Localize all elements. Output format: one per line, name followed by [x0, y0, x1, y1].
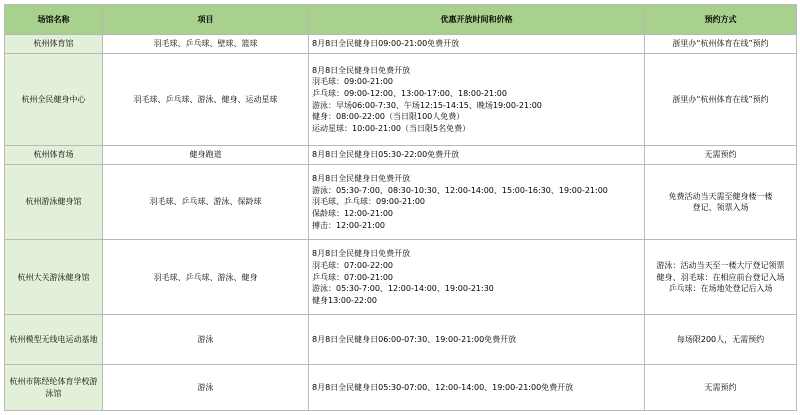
- venue-name-cell: 杭州全民健身中心: [5, 54, 103, 145]
- project-cell: 羽毛球、乒乓球、游泳、保龄球: [103, 165, 309, 240]
- project-cell: 健身跑道: [103, 145, 309, 164]
- booking-line: 每场限200人，无需预约: [676, 335, 765, 345]
- booking-cell: [645, 365, 797, 411]
- offer-cell: [309, 54, 645, 145]
- offer-line: 游泳：早场06:00-7:30、午场12:15-14:15、晚场19:00-21:00: [312, 100, 542, 110]
- booking-line: 浙里办“杭州体育在线”预约: [672, 94, 769, 104]
- offer-line: 8月8日全民健身日05:30-22:00免费开放: [312, 150, 460, 160]
- table-row: [5, 145, 797, 164]
- table-row: [5, 165, 797, 240]
- offer-line: 健身13:00-22:00: [312, 295, 377, 305]
- offer-line: 8月8日全民健身日06:00-07:30、19:00-21:00免费开放: [312, 335, 517, 345]
- offer-line: 羽毛球：09:00-21:00: [312, 77, 393, 87]
- table-row: [5, 240, 797, 315]
- booking-line: 游泳：活动当天至一楼大厅登记领票: [656, 260, 785, 270]
- venue-name-cell: 杭州体育场: [5, 145, 103, 164]
- offer-line: 8月8日全民健身日免费开放: [312, 249, 411, 259]
- table-row: [5, 315, 797, 365]
- project-cell: 羽毛球、乒乓球、游泳、健身、运动星球: [103, 54, 309, 145]
- offer-line: 游泳：05:30-7:00、08:30-10:30、12:00-14:00、15:00-16:30、19:00-21:00: [312, 185, 608, 195]
- offer-line: 8月8日全民健身日免费开放: [312, 65, 411, 75]
- offer-line: 羽毛球、乒乓球：09:00-21:00: [312, 197, 425, 207]
- venue-name-cell: 杭州体育馆: [5, 35, 103, 54]
- booking-line: 免费活动当天需至健身楼一楼: [668, 191, 773, 201]
- table-row: [5, 54, 797, 145]
- booking-cell: [645, 165, 797, 240]
- offer-line: 健身：08:00-22:00（当日限100人免费）: [312, 112, 465, 122]
- booking-cell: [645, 315, 797, 365]
- offer-line: 羽毛球：07:00-22:00: [312, 260, 393, 270]
- venue-table-container: [4, 4, 796, 411]
- offer-cell: [309, 365, 645, 411]
- booking-line: 健身、羽毛球：在相应前台登记入场: [656, 272, 785, 282]
- offer-line: 8月8日全民健身日免费开放: [312, 174, 411, 184]
- project-cell: 羽毛球、乒乓球、游泳、健身: [103, 240, 309, 315]
- table-row: [5, 365, 797, 411]
- booking-cell: [645, 54, 797, 145]
- offer-cell: [309, 315, 645, 365]
- offer-cell: [309, 165, 645, 240]
- offer-cell: [309, 35, 645, 54]
- project-cell: 游泳: [103, 315, 309, 365]
- venue-name-cell: 杭州模型无线电运动基地: [5, 315, 103, 365]
- offer-cell: [309, 240, 645, 315]
- offer-line: 8月8日全民健身日05:30-07:00、12:00-14:00、19:00-21:00免费开放: [312, 382, 574, 392]
- offer-cell: [309, 145, 645, 164]
- header-row: [5, 5, 797, 35]
- venue-name-cell: 杭州游泳健身馆: [5, 165, 103, 240]
- booking-line: 无需预约: [704, 150, 737, 160]
- venue-offer-table: [4, 4, 797, 411]
- offer-line: 运动星球：10:00-21:00（当日限5名免费）: [312, 123, 471, 133]
- offer-line: 搏击：12:00-21:00: [312, 220, 385, 230]
- header-project: 项目: [103, 5, 309, 35]
- table-row: [5, 35, 797, 54]
- offer-line: 8月8日全民健身日09:00-21:00免费开放: [312, 39, 460, 49]
- booking-line: 无需预约: [704, 382, 737, 392]
- venue-name-cell: 杭州大关游泳健身馆: [5, 240, 103, 315]
- header-offer: 优惠开放时间和价格: [309, 5, 645, 35]
- project-cell: 游泳: [103, 365, 309, 411]
- booking-line: 乒乓球：在场地处登记后入场: [668, 284, 773, 294]
- booking-cell: [645, 240, 797, 315]
- header-venue: 场馆名称: [5, 5, 103, 35]
- offer-line: 乒乓球：09:00-12:00、13:00-17:00、18:00-21:00: [312, 88, 507, 98]
- booking-line: 登记、领票入场: [692, 203, 749, 213]
- venue-name-cell: 杭州市陈经纶体育学校游泳馆: [5, 365, 103, 411]
- offer-line: 保龄球：12:00-21:00: [312, 208, 393, 218]
- booking-line: 浙里办“杭州体育在线”预约: [672, 39, 769, 49]
- booking-cell: [645, 145, 797, 164]
- project-cell: 羽毛球、乒乓球、壁球、篮球: [103, 35, 309, 54]
- header-booking: 预约方式: [645, 5, 797, 35]
- booking-cell: [645, 35, 797, 54]
- offer-line: 游泳：05:30-7:00、12:00-14:00、19:00-21:30: [312, 284, 494, 294]
- offer-line: 乒乓球：07:00-21:00: [312, 272, 393, 282]
